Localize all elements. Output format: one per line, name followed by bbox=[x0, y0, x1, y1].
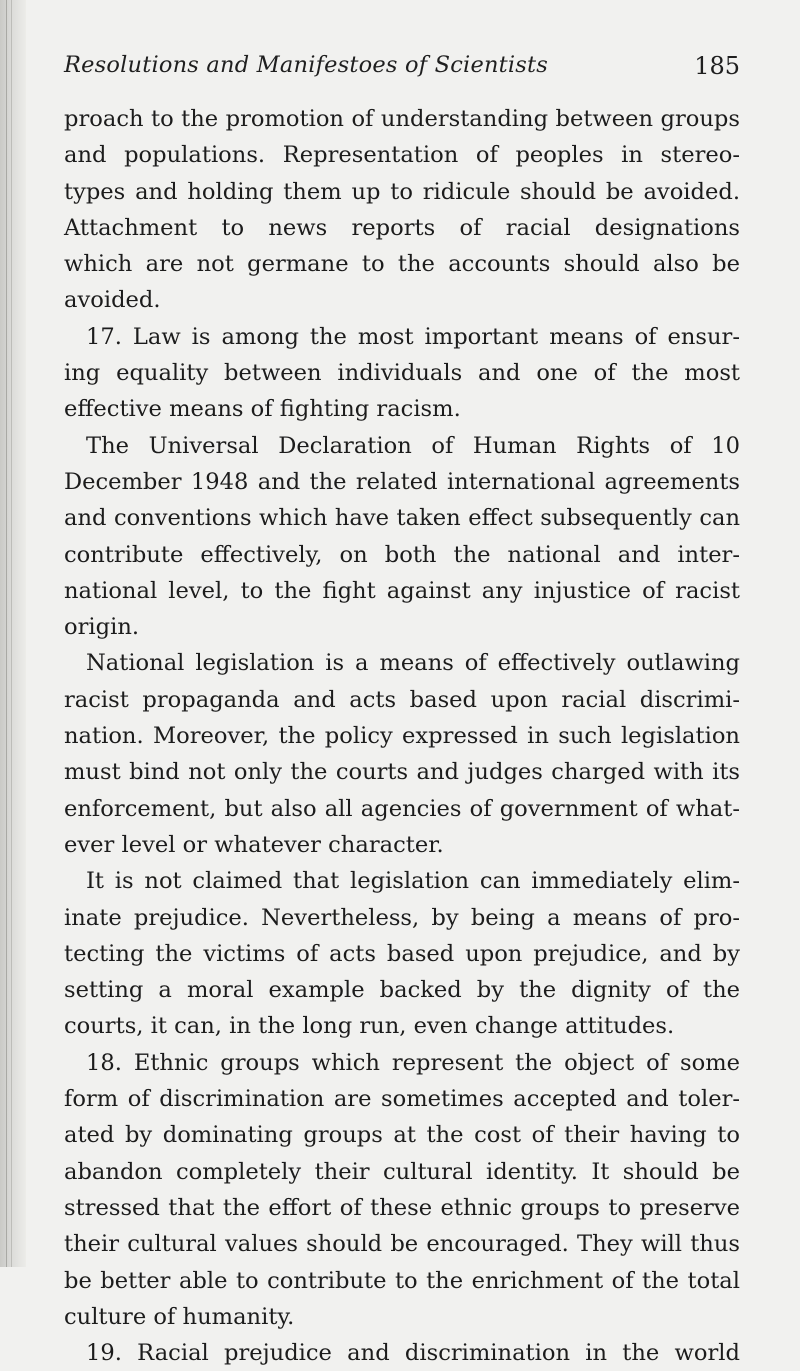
text-line: It is not claimed that legislation can immediately elim- bbox=[86, 868, 740, 895]
text-line: stressed that the effort of these ethnic groups to preserve bbox=[64, 1194, 740, 1221]
text-line: proach to the promotion of understanding between groups bbox=[64, 106, 740, 132]
text-line: The Universal Declaration of Human Rights of 10 bbox=[86, 432, 740, 459]
text-line: ever level or whatever character. bbox=[64, 831, 444, 858]
text-line: inate prejudice. Nevertheless, by being a means of pro- bbox=[64, 904, 740, 931]
page-binding-edge bbox=[0, 0, 26, 1267]
text-line: tecting the victims of acts based upon prejudice, and by bbox=[64, 940, 740, 967]
text-line: setting a moral example backed by the dignity of the bbox=[64, 977, 740, 1004]
page-header bbox=[64, 52, 740, 92]
text-line: ated by dominating groups at the cost of their having to bbox=[64, 1122, 740, 1149]
text-line: nation. Moreover, the policy expressed in such legislation bbox=[64, 723, 740, 750]
text-line: courts, it can, in the long run, even change attitudes. bbox=[64, 1013, 675, 1040]
text-line: origin. bbox=[64, 614, 140, 641]
text-line: their cultural values should be encouraged. They will thus bbox=[64, 1231, 740, 1258]
text-line: abandon completely their cultural identity. It should be bbox=[64, 1158, 740, 1185]
text-line: National legislation is a means of effectively outlawing bbox=[86, 650, 740, 677]
binding-line bbox=[6, 0, 7, 1267]
text-line: effective means of fighting racism. bbox=[64, 396, 461, 423]
body-text bbox=[64, 101, 740, 1371]
text-line: 18. Ethnic groups which represent the object of some bbox=[86, 1049, 740, 1076]
running-title: Resolutions and Manifestoes of Scientists bbox=[64, 52, 549, 78]
text-line: 17. Law is among the most important means of ensur- bbox=[86, 323, 740, 350]
text-line: avoided. bbox=[64, 287, 161, 314]
text-line: and populations. Representation of peoples in stereo- bbox=[64, 142, 740, 169]
text-line: December 1948 and the related international agreements bbox=[64, 468, 740, 495]
text-line: and conventions which have taken effect subsequently can bbox=[64, 505, 740, 532]
text-line: contribute effectively, on both the national and inter- bbox=[64, 541, 740, 568]
text-line: national level, to the fight against any injustice of racist bbox=[64, 577, 740, 604]
text-line: types and holding them up to ridicule should be avoided. bbox=[64, 178, 740, 205]
text-line: ing equality between individuals and one of the most bbox=[64, 360, 740, 387]
text-line: 19. Racial prejudice and discrimination in the world bbox=[86, 1340, 740, 1367]
text-line: culture of humanity. bbox=[64, 1303, 295, 1330]
text-line: which are not germane to the accounts should also be bbox=[64, 251, 740, 278]
binding-line bbox=[11, 0, 12, 1267]
text-line: form of discrimination are sometimes accepted and toler- bbox=[64, 1086, 740, 1113]
page-number: 185 bbox=[694, 52, 740, 80]
text-line: must bind not only the courts and judges charged with its bbox=[64, 759, 740, 786]
text-line: racist propaganda and acts based upon racial discrimi- bbox=[64, 686, 740, 713]
text-line: enforcement, but also all agencies of government of what- bbox=[64, 795, 740, 822]
text-line: be better able to contribute to the enrichment of the total bbox=[64, 1267, 740, 1294]
text-line: Attachment to news reports of racial designations bbox=[64, 214, 740, 241]
